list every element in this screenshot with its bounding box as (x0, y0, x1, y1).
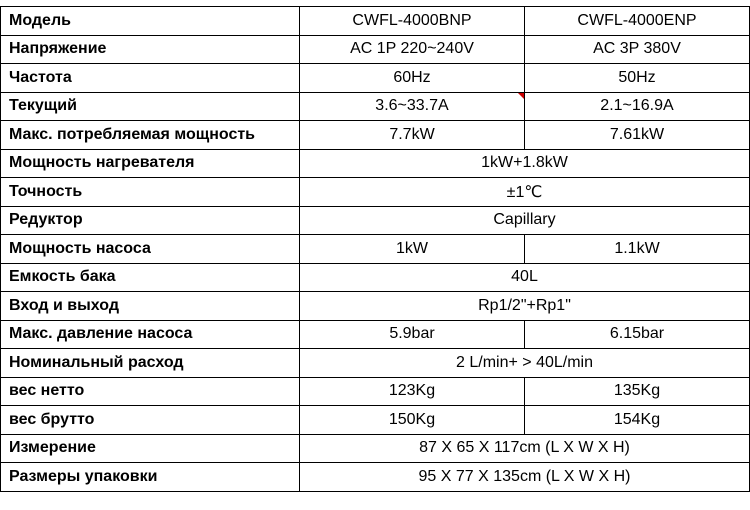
comment-marker-icon (518, 93, 524, 99)
row-label: Измерение (1, 434, 300, 463)
row-label: Редуктор (1, 206, 300, 235)
value-model-b: CWFL-4000ENP (525, 7, 750, 36)
value-max-pump-pressure-a: 5.9bar (300, 320, 525, 349)
value-pump-power-a: 1kW (300, 235, 525, 264)
row-label: Точность (1, 178, 300, 207)
value-max-power-b: 7.61kW (525, 121, 750, 150)
value-frequency-b: 50Hz (525, 64, 750, 93)
value-max-power-a: 7.7kW (300, 121, 525, 150)
row-label: Мощность насоса (1, 235, 300, 264)
value-frequency-a: 60Hz (300, 64, 525, 93)
value-tank-capacity: 40L (300, 263, 750, 292)
value-current-b: 2.1~16.9A (525, 92, 750, 121)
value-rated-flow: 2 L/min+ > 40L/min (300, 349, 750, 378)
value-net-weight-a: 123Kg (300, 377, 525, 406)
value-inlet-outlet: Rp1/2"+Rp1" (300, 292, 750, 321)
spec-table (0, 6, 750, 492)
table-row-net-weight (1, 377, 750, 406)
value-gross-weight-b: 154Kg (525, 406, 750, 435)
table-row-max-pump-pressure (1, 320, 750, 349)
value-net-weight-b: 135Kg (525, 377, 750, 406)
row-label: Напряжение (1, 35, 300, 64)
table-row-pump-power (1, 235, 750, 264)
value-heater-power: 1kW+1.8kW (300, 149, 750, 178)
row-label: Мощность нагревателя (1, 149, 300, 178)
value-gross-weight-a: 150Kg (300, 406, 525, 435)
row-label: вес нетто (1, 377, 300, 406)
value-model-a: CWFL-4000BNP (300, 7, 525, 36)
row-label: Вход и выход (1, 292, 300, 321)
table-row-package-size (1, 463, 750, 492)
row-label: Размеры упаковки (1, 463, 300, 492)
row-label: вес брутто (1, 406, 300, 435)
row-label: Макс. потребляемая мощность (1, 121, 300, 150)
row-label: Текущий (1, 92, 300, 121)
value-voltage-b: AC 3P 380V (525, 35, 750, 64)
table-row-gross-weight (1, 406, 750, 435)
row-label: Емкость бака (1, 263, 300, 292)
value-current-a-text: 3.6~33.7A (375, 97, 449, 115)
value-max-pump-pressure-b: 6.15bar (525, 320, 750, 349)
value-current-a (300, 92, 525, 121)
row-label: Частота (1, 64, 300, 93)
table-row-frequency (1, 64, 750, 93)
row-label: Номинальный расход (1, 349, 300, 378)
value-package-size: 95 X 77 X 135cm (L X W X H) (300, 463, 750, 492)
value-accuracy: ±1℃ (300, 178, 750, 207)
table-row-rated-flow (1, 349, 750, 378)
table-row-heater-power (1, 149, 750, 178)
table-row-max-power (1, 121, 750, 150)
value-reducer: Capillary (300, 206, 750, 235)
value-pump-power-b: 1.1kW (525, 235, 750, 264)
row-label: Модель (1, 7, 300, 36)
table-row-current (1, 92, 750, 121)
table-row-accuracy (1, 178, 750, 207)
table-row-voltage (1, 35, 750, 64)
table-row-dimensions (1, 434, 750, 463)
table-row-tank-capacity (1, 263, 750, 292)
table-row-model (1, 7, 750, 36)
row-label: Макс. давление насоса (1, 320, 300, 349)
table-row-reducer (1, 206, 750, 235)
table-row-inlet-outlet (1, 292, 750, 321)
value-dimensions: 87 X 65 X 117cm (L X W X H) (300, 434, 750, 463)
value-voltage-a: AC 1P 220~240V (300, 35, 525, 64)
